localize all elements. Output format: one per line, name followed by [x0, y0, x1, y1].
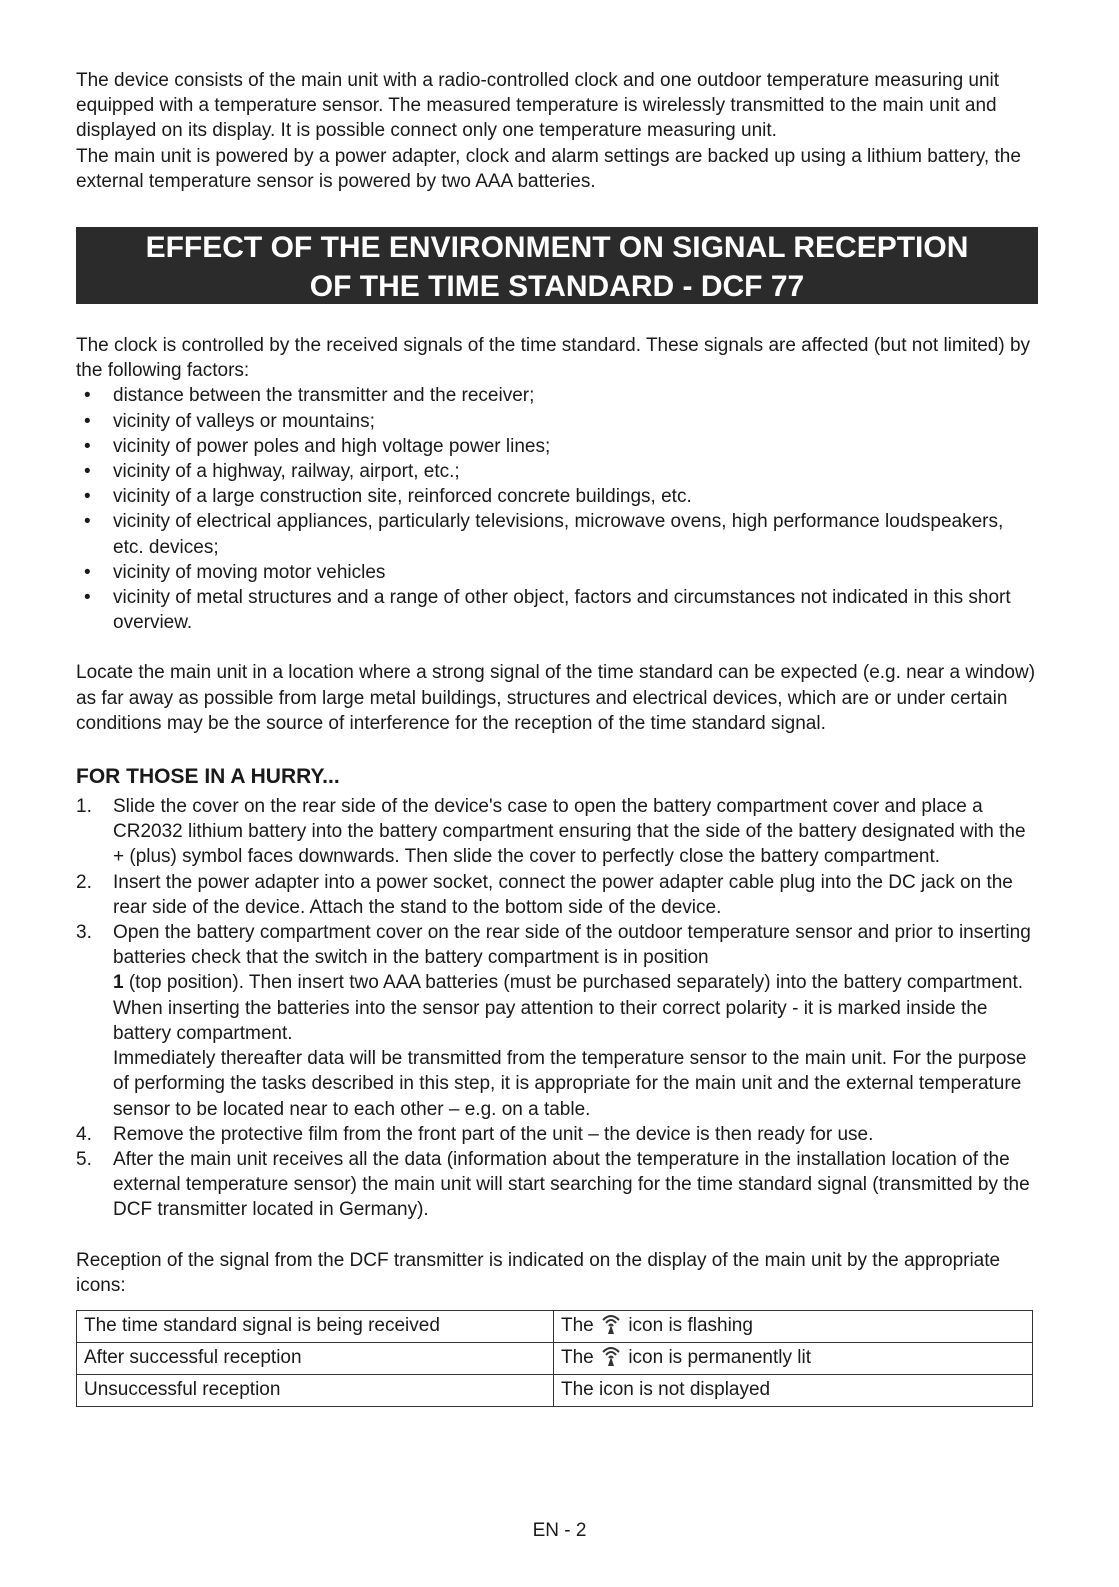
step-bold-value: 1	[113, 972, 124, 994]
page-content	[76, 68, 1038, 1407]
spacer	[76, 635, 1038, 660]
step-number: 5.	[76, 1148, 92, 1170]
table-cell-state: After successful reception	[77, 1342, 554, 1374]
locate-paragraph: Locate the main unit in a location where a strong signal of the time standard can be expected (e.g. near a window) as far away as possible from large metal buildings, structures and electrical devices, which are or under certain conditions may be the source of interference for the reception of the time standard signal.	[76, 662, 1036, 734]
step-text: (top position). Then insert two AAA batteries (must be purchased separately) into the battery compartment. When inserting the batteries into the sensor pay attention to their correct polarity - it is marked inside the battery compartment.	[113, 972, 1024, 1044]
reception-lead: Reception of the signal from the DCF transmitter is indicated on the display of the main unit by the appropriate icons:	[76, 1249, 1001, 1296]
table-row	[77, 1342, 1033, 1374]
factors-list	[76, 383, 1038, 635]
signal-tower-icon	[601, 1345, 621, 1367]
step-number: 2.	[76, 871, 92, 893]
bullet: •	[84, 435, 91, 457]
step-number: 3.	[76, 922, 92, 944]
bullet: •	[84, 486, 91, 508]
table-cell-indicator: The icon is not displayed	[554, 1374, 1033, 1406]
bullet: •	[84, 587, 91, 609]
list-item-text: vicinity of moving motor vehicles	[113, 561, 386, 583]
reception-table	[76, 1310, 1033, 1407]
step-text: Remove the protective film from the front part of the unit – the device is then ready for use.	[113, 1123, 874, 1145]
step-number: 1.	[76, 796, 92, 818]
table-row	[77, 1310, 1033, 1342]
list-item	[76, 560, 1038, 585]
signal-tower-icon	[601, 1313, 621, 1335]
list-item-text: distance between the transmitter and the receiver;	[113, 385, 535, 407]
list-item	[76, 434, 1038, 459]
step-item	[76, 794, 1038, 870]
step-text: Open the battery compartment cover on the rear side of the outdoor temperature sensor and prior to inserting batteries check that the switch in the battery compartment is in position	[113, 922, 1031, 969]
list-item	[76, 459, 1038, 484]
indicator-text-post: icon is flashing	[628, 1314, 753, 1336]
step-item	[76, 870, 1038, 920]
intro-paragraph-1: The device consists of the main unit with a radio-controlled clock and one outdoor temperature measuring unit equipped with a temperature sensor. The measured temperature is wirelessly transmitted to the main unit and displayed on its display. It is possible connect only one temperature measuring unit.	[76, 70, 1000, 142]
step-item	[76, 920, 1038, 1122]
table-cell-indicator	[554, 1342, 1033, 1374]
bullet: •	[84, 511, 91, 533]
table-row	[77, 1374, 1033, 1406]
page-number: EN - 2	[532, 1520, 587, 1541]
banner-line-1: EFFECT OF THE ENVIRONMENT ON SIGNAL RECEPTION	[145, 231, 969, 265]
section-banner	[76, 227, 1038, 304]
banner-line-2: OF THE TIME STANDARD - DCF 77	[309, 270, 805, 304]
hurry-heading: FOR THOSE IN A HURRY...	[76, 765, 340, 789]
indicator-text-post: icon is permanently lit	[628, 1346, 812, 1368]
table-cell-state: Unsuccessful reception	[77, 1374, 554, 1406]
intro-paragraph-2: The main unit is powered by a power adapter, clock and alarm settings are backed up using a lithium battery, the external temperature sensor is powered by two AAA batteries.	[76, 145, 1021, 192]
bullet: •	[84, 385, 91, 407]
list-item-text: vicinity of metal structures and a range of other object, factors and circumstances not indicated in this short overview.	[113, 587, 1011, 634]
step-item	[76, 1122, 1038, 1147]
list-item-text: vicinity of a highway, railway, airport, etc.;	[113, 461, 460, 483]
list-item	[76, 585, 1038, 635]
table-cell-state: The time standard signal is being received	[77, 1310, 554, 1342]
step-text: Immediately thereafter data will be transmitted from the temperature sensor to the main unit. For the purpose of performing the tasks described in this step, it is appropriate for the main unit and the external temperature sensor to be located near to each other – e.g. on a table.	[113, 1048, 1027, 1120]
indicator-text-pre: The	[561, 1346, 594, 1368]
list-item	[76, 484, 1038, 509]
step-number: 4.	[76, 1123, 92, 1145]
bullet: •	[84, 561, 91, 583]
list-item-text: vicinity of power poles and high voltage power lines;	[113, 435, 551, 457]
list-item-text: vicinity of a large construction site, reinforced concrete buildings, etc.	[113, 486, 692, 508]
table-cell-indicator	[554, 1310, 1033, 1342]
bullet: •	[84, 461, 91, 483]
spacer	[76, 1223, 1038, 1248]
list-item	[76, 509, 1038, 559]
hurry-steps	[76, 794, 1038, 1222]
list-item-text: vicinity of valleys or mountains;	[113, 410, 375, 432]
intro-section	[76, 68, 1038, 194]
factors-lead: The clock is controlled by the received signals of the time standard. These signals are affected (but not limited) by the following factors:	[76, 335, 1031, 382]
indicator-text-pre: The	[561, 1314, 594, 1336]
bullet: •	[84, 410, 91, 432]
step-item	[76, 1147, 1038, 1223]
list-item	[76, 409, 1038, 434]
step-text: Slide the cover on the rear side of the device's case to open the battery compartment cover and place a CR2032 lithium battery into the battery compartment ensuring that the side of the battery designated with the + (plus) symbol faces downwards. Then slide the cover to perfectly close the battery compartment.	[113, 796, 1026, 868]
step-text: After the main unit receives all the data (information about the temperature in the installation location of the external temperature sensor) the main unit will start searching for the time standard signal (transmitted by the DCF transmitter located in Germany).	[113, 1148, 1030, 1221]
step-text: Insert the power adapter into a power socket, connect the power adapter cable plug into the DC jack on the rear side of the device. Attach the stand to the bottom side of the device.	[113, 871, 1013, 918]
list-item	[76, 383, 1038, 408]
list-item-text: vicinity of electrical appliances, particularly televisions, microwave ovens, high performance loudspeakers, etc. devices;	[113, 511, 1004, 558]
